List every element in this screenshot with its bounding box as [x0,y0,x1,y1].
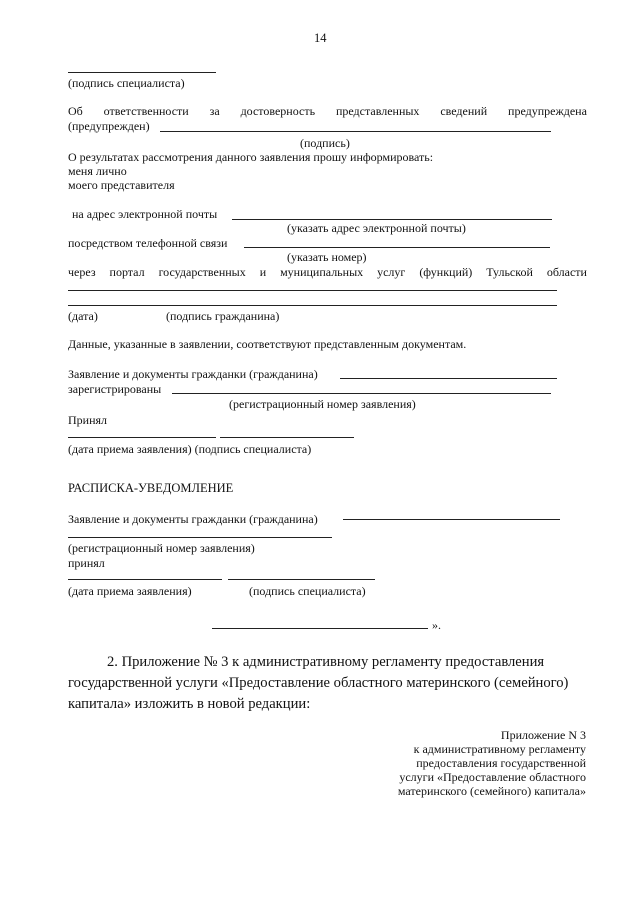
portal-word: муниципальных [280,265,364,279]
email-label: на адрес электронной почты [72,207,218,221]
appendix-line: к административному регламенту [413,742,586,756]
portal-word: (функций) [419,265,473,279]
portal-line-blank [68,290,557,291]
amendment-line2: государственной услуги «Предоставление областного материнского (семейного) [68,675,569,691]
portal-line [68,265,587,279]
responsibility-word: предупреждена [508,104,587,118]
page-number: 14 [314,31,327,45]
phone-caption: (указать номер) [287,250,367,264]
appendix-line: услуги «Предоставление областного [399,770,586,784]
portal-word: области [546,265,587,279]
registration-caption: (регистрационный номер заявления) [229,397,416,411]
responsibility-line [68,104,587,118]
date-line [68,579,222,580]
phone-line [244,247,550,248]
signature-line [220,437,354,438]
registration-line [340,378,557,379]
date-caption: (дата) [68,309,98,323]
portal-word: государственных [158,265,246,279]
signature-line [228,579,375,580]
responsibility-word: Об [68,104,83,118]
appendix-line: предоставления государственной [416,756,586,770]
date-signature-line [68,305,557,306]
portal-word: услуг [377,265,406,279]
closing-line [212,628,428,629]
amendment-line3: капитала» изложить в новой редакции: [68,696,311,712]
date-line [68,437,216,438]
citizen-signature-caption: (подпись гражданина) [166,309,280,323]
signature-line [68,72,216,73]
registration-line2: зарегистрированы [68,382,162,396]
verification-text: Данные, указанные в заявлении, соответствуют представленным документам. [68,337,467,351]
appendix-title: Приложение N 3 [500,728,586,742]
signature-caption: (подпись) [300,136,350,150]
receipt-number-line [68,537,332,538]
closing-mark: ». [432,618,441,632]
responsibility-line2: (предупрежден) [68,119,150,133]
signature-line [160,131,551,132]
receipt-reg-caption: (регистрационный номер заявления) [68,541,255,555]
portal-word: портал [109,265,145,279]
email-line [232,219,552,220]
accepted-label: Принял [68,413,108,427]
receipt-accepted: принял [68,556,105,570]
registration-captions: (дата приема заявления) (подпись специалиста) [68,442,312,456]
responsibility-word: сведений [440,104,488,118]
receipt-signature-caption: (подпись специалиста) [249,584,366,598]
registration-number-line [172,393,551,394]
responsibility-word: за [209,104,220,118]
portal-word: Тульской [486,265,533,279]
responsibility-word: ответственности [103,104,189,118]
phone-label: посредством телефонной связи [68,236,228,250]
portal-word: и [259,265,267,279]
option-personally: меня лично [68,164,127,178]
email-caption: (указать адрес электронной почты) [287,221,466,235]
receipt-title: РАСПИСКА-УВЕДОМЛЕНИЕ [68,481,234,495]
responsibility-word: представленных [335,104,420,118]
appendix-line: материнского (семейного) капитала» [397,784,586,798]
option-representative: моего представителя [68,178,175,192]
receipt-date-caption: (дата приема заявления) [68,584,192,598]
responsibility-word: достоверность [240,104,316,118]
specialist-signature-caption: (подпись специалиста) [68,76,185,90]
portal-word: через [68,265,96,279]
inform-heading: О результатах рассмотрения данного заявления прошу информировать: [68,150,434,164]
registration-line1: Заявление и документы гражданки (гражданина) [68,367,318,381]
amendment-line1: 2. Приложение № 3 к административному регламенту предоставления [107,654,545,670]
receipt-line1: Заявление и документы гражданки (гражданина) [68,512,318,526]
receipt-line [343,519,560,520]
